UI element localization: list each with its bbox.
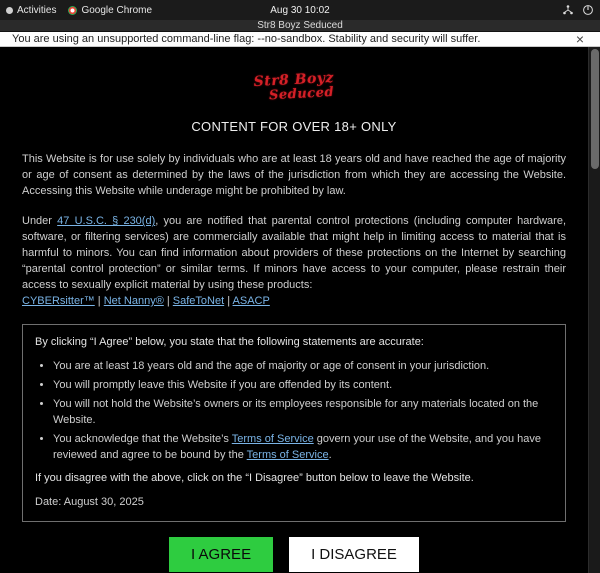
age-paragraph-2 [22,214,566,310]
sep-3: | [224,294,233,307]
system-top-bar [0,0,600,20]
top-bar-status-group[interactable] [562,4,594,16]
list-item: • You are at least 18 years old and the age of majority or age of consent in your jurisdiction. [53,359,553,375]
bullet4-pre: You acknowledge that the Website’s [53,432,232,445]
window-titlebar [0,20,600,32]
sep-1: | [94,294,104,307]
terms-of-service-link[interactable]: Terms of Service [231,432,314,445]
agreement-list [35,359,553,464]
disagree-note: If you disagree with the above, click on the “I Disagree” button below to leave the Website. [35,472,474,485]
agreement-title: By clicking “I Agree” below, you state that the following statements are accurate: [35,335,424,348]
power-icon[interactable] [582,4,594,16]
logo-line-1: Str8 Boyz [253,69,335,91]
app-menu-chrome[interactable] [68,5,152,16]
list-item: • You will promptly leave this Website if you are offended by its content. [53,378,553,394]
age-paragraph-1: This Website is for use solely by individuals who are at least 18 years old and have reached the age of majority or age of consent as determined by the laws of the jurisdiction from which they are accessing the Website. Accessing this Website while underage might be prohibited by law. [22,153,566,198]
close-icon[interactable]: × [575,31,584,47]
paragraph2-pre: Under [22,215,58,228]
bullet4-post: . [328,448,332,461]
activities-button[interactable] [6,5,56,16]
browser-window [0,20,600,564]
bullet4-mid: govern your use of the Website, and you have reviewed and agree to be bound by the [53,432,541,461]
usc-link[interactable]: 47 U.S.C. § 230(d) [57,215,156,228]
disagree-button[interactable]: I DISAGREE [288,536,420,573]
list-item: • You will not hold the Website’s owners or its employees responsible for any materials located on the Website. [53,397,553,429]
list-item [53,432,553,464]
scrollbar-thumb[interactable] [591,49,599,169]
network-icon[interactable] [562,4,574,16]
chrome-icon [68,6,77,15]
agreement-box [22,324,566,522]
agree-button[interactable]: I AGREE [168,536,274,573]
age-gate-buttons [22,536,566,573]
logo-line-2: Seduced [268,84,335,104]
clock[interactable]: Aug 30 10:02 [270,4,330,16]
top-bar-left-group [6,5,152,16]
page-viewport [0,47,600,573]
page-content [0,47,588,573]
infobar-message: You are using an unsupported command-line flag: --no-sandbox. Stability and security will suffer. [12,33,481,45]
agreement-date: Date: August 30, 2025 [35,496,144,509]
window-title: Str8 Boyz Seduced [257,20,343,31]
activities-dot-icon [6,7,13,14]
activities-label: Activities [17,4,57,16]
link-net-nanny[interactable]: Net Nanny® [103,294,164,307]
link-cybersitter[interactable]: CYBERsitter™ [22,294,95,307]
site-logo [22,69,566,104]
paragraph2-post: , you are notified that parental control protections (including computer hardware, software, or filtering services) are commercially available that might help in limiting access to material that is harmful to minors. You can find information about providers of these protections on the Internet by searching “parental control protection” or similar terms. If minors have access to your computer, please restrain their access to sexually explicit material by using these products: [22,215,566,292]
page-scrollbar[interactable] [588,47,600,573]
link-safetonet[interactable]: SafeToNet [172,294,225,307]
command-line-flag-infobar [0,32,600,47]
link-asacp[interactable]: ASACP [232,294,270,307]
terms-of-service-link-2[interactable]: Terms of Service [246,448,329,461]
sep-2: | [163,294,173,307]
app-menu-label: Google Chrome [81,4,153,16]
age-gate-headline: CONTENT FOR OVER 18+ ONLY [191,118,397,134]
